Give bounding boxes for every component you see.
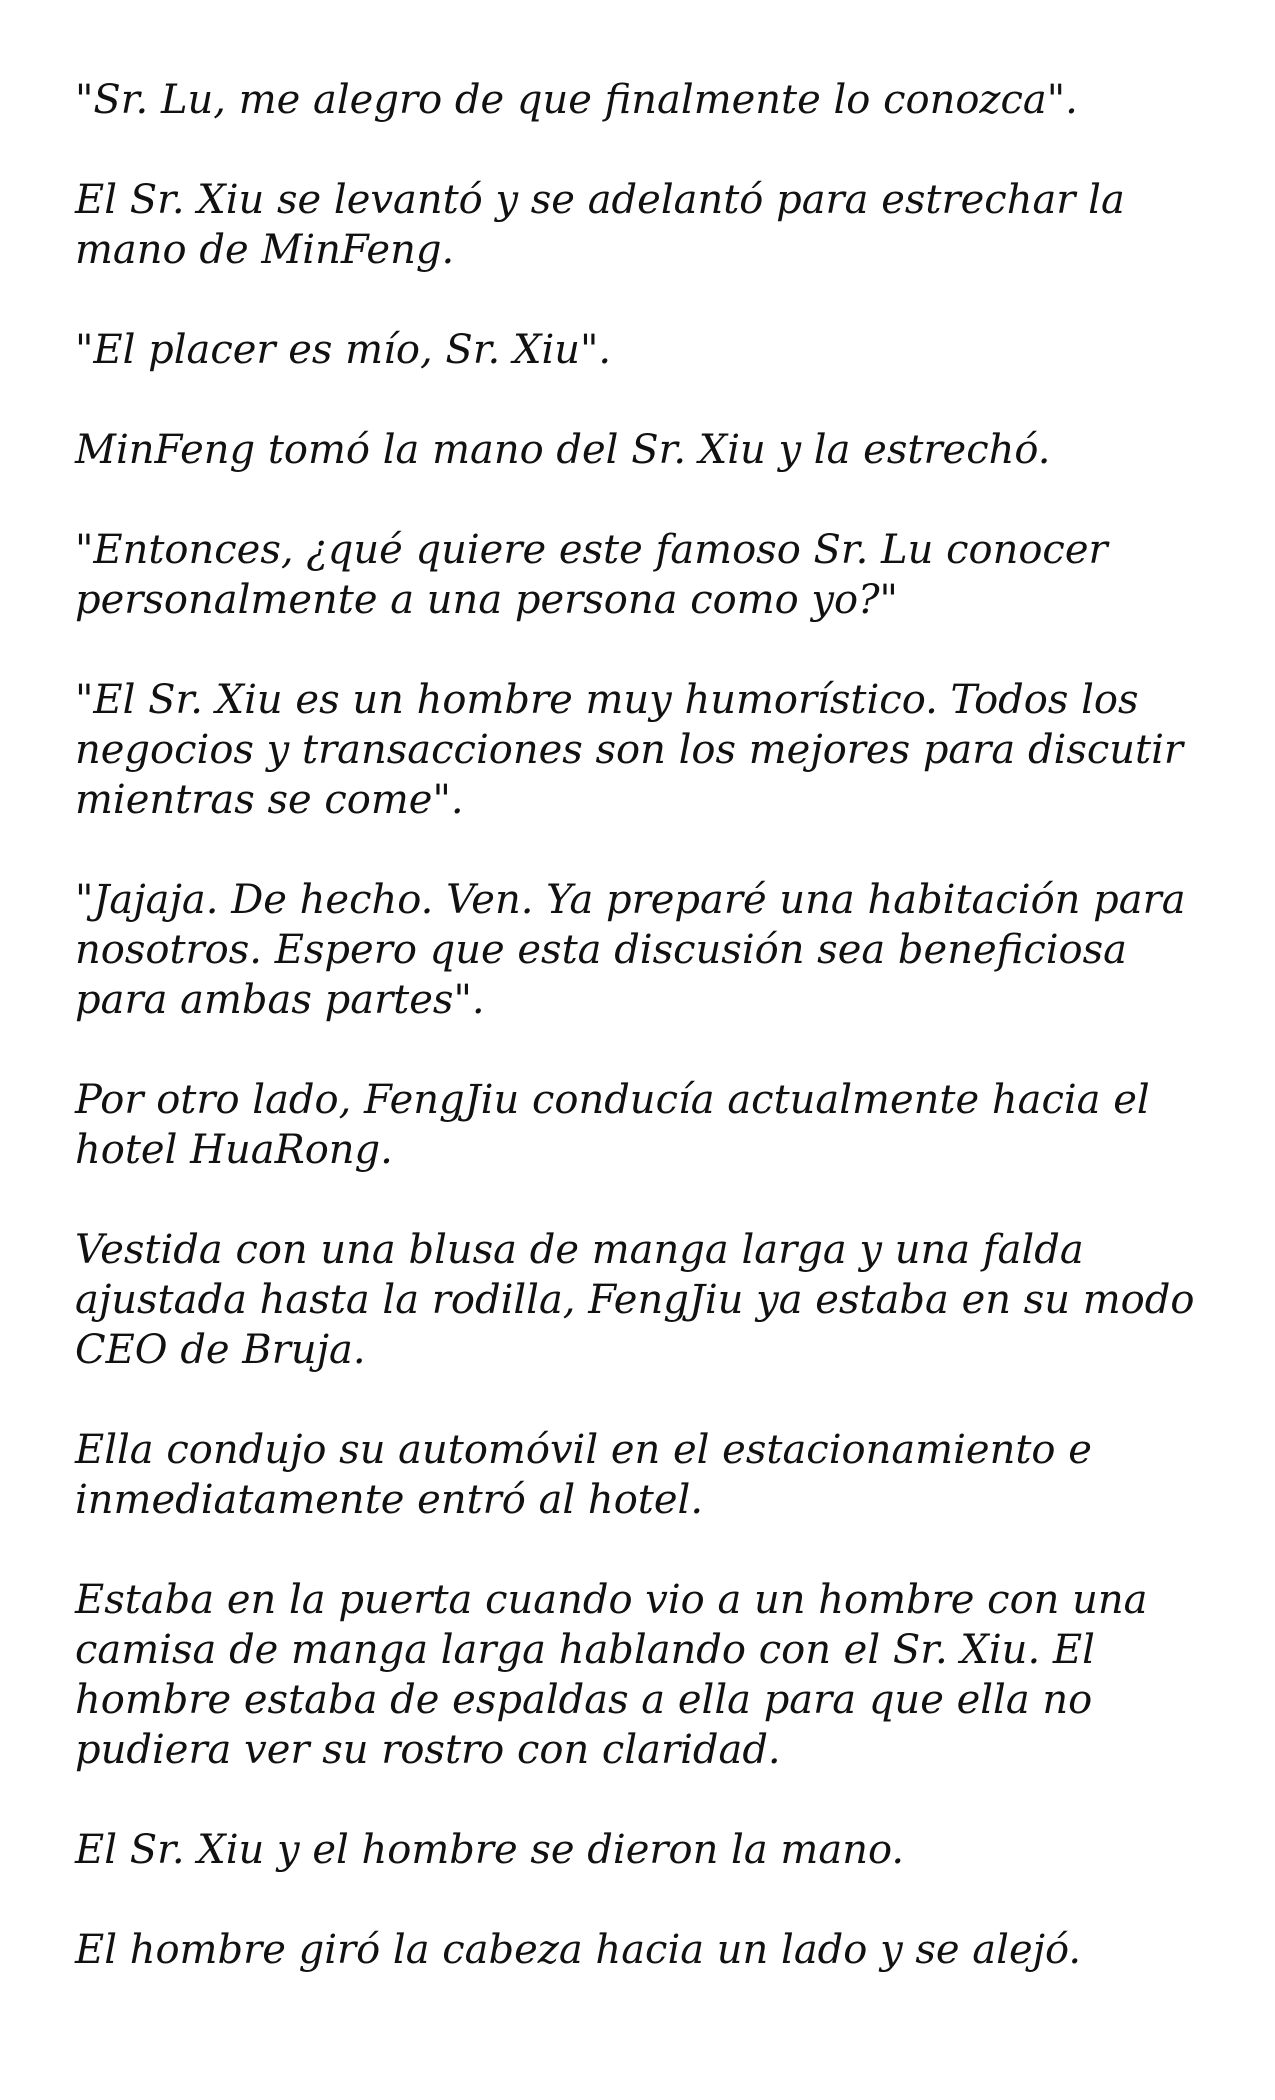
paragraph: MinFeng tomó la mano del Sr. Xiu y la estrechó.	[75, 427, 1051, 473]
paragraph: "El Sr. Xiu es un hombre muy humorístico. Todos los negocios y transacciones son los mejores para discutir mientras se come".	[75, 677, 1184, 823]
paragraph: "Jajaja. De hecho. Ven. Ya preparé una habitación para nosotros. Espero que esta discusión sea beneficiosa para ambas partes".	[75, 877, 1186, 1023]
paragraph: Por otro lado, FengJiu conducía actualmente hacia el hotel HuaRong.	[75, 1077, 1150, 1173]
paragraph: Estaba en la puerta cuando vio a un hombre con una camisa de manga larga hablando con el Sr. Xiu. El hombre estaba de espaldas a ella para que ella no pudiera ver su rostro con claridad.	[75, 1577, 1148, 1773]
paragraph: Ella condujo su automóvil en el estacionamiento e inmediatamente entró al hotel.	[75, 1427, 1092, 1523]
paragraph: "El placer es mío, Sr. Xiu".	[75, 327, 612, 373]
paragraph: El Sr. Xiu y el hombre se dieron la mano.	[75, 1827, 905, 1873]
paragraph: El hombre giró la cabeza hacia un lado y se alejó.	[75, 1927, 1082, 1973]
paragraph: "Sr. Lu, me alegro de que finalmente lo conozca".	[75, 77, 1078, 123]
paragraph: "Entonces, ¿qué quiere este famoso Sr. Lu conocer personalmente a una persona como yo?"	[75, 527, 1108, 623]
paragraph: El Sr. Xiu se levantó y se adelantó para estrechar la mano de MinFeng.	[75, 177, 1125, 273]
paragraph: Vestida con una blusa de manga larga y una falda ajustada hasta la rodilla, FengJiu ya estaba en su modo CEO de Bruja.	[75, 1227, 1195, 1373]
